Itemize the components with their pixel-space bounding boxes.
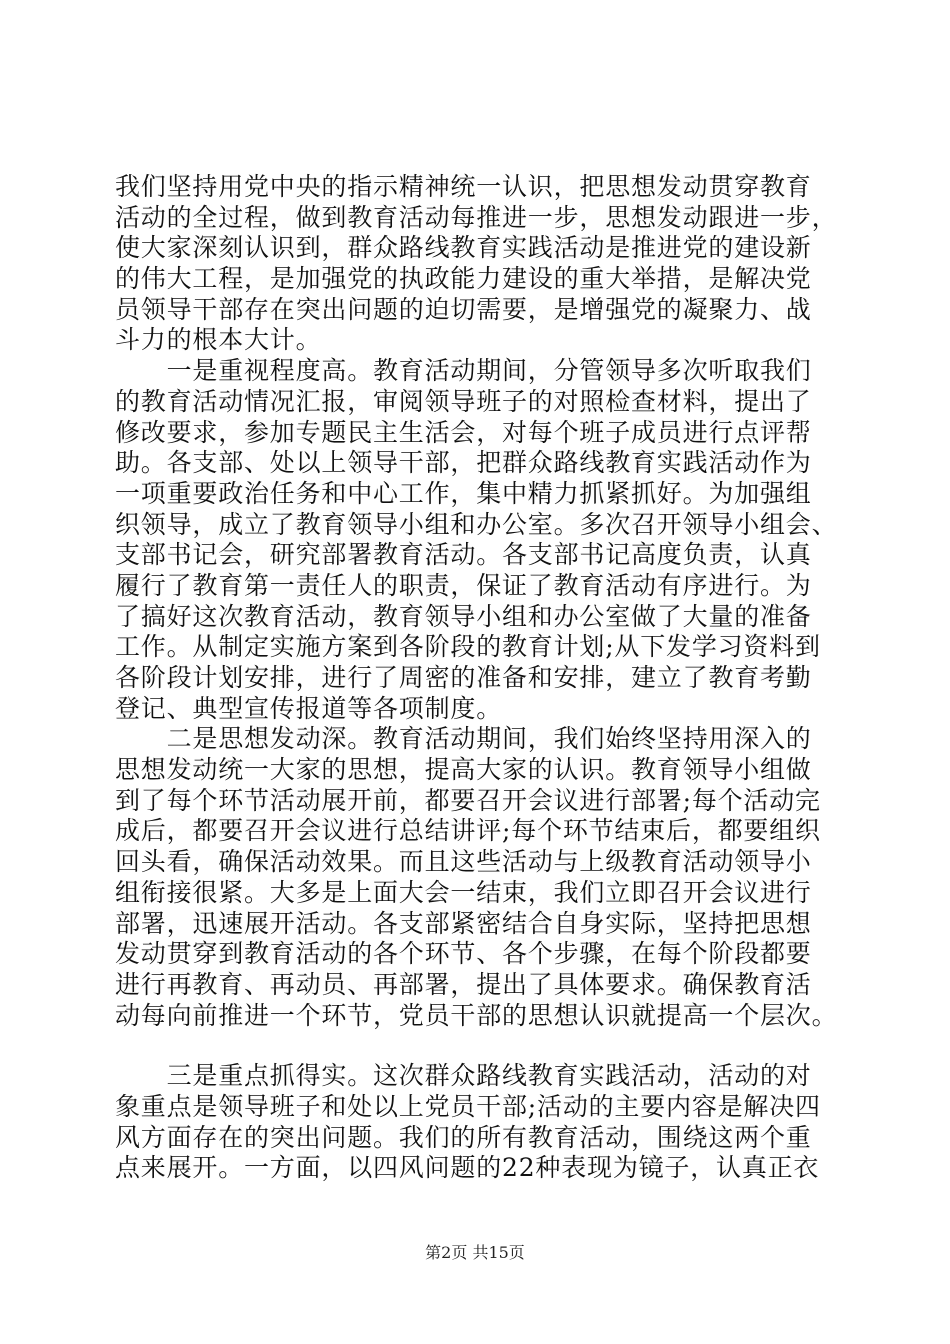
text-line: 一项重要政治任务和中心工作，集中精力抓紧抓好。为加强组 [115, 478, 812, 508]
page-number-footer: 第2页 共15页 [425, 1243, 525, 1262]
text-line: 部署，迅速展开活动。各支部紧密结合自身实际，坚持把思想 [115, 908, 812, 938]
text-line: 登记、典型宣传报道等各项制度。 [115, 693, 503, 723]
text-line: 的伟大工程，是加强党的执政能力建设的重大举措，是解决党 [115, 264, 812, 294]
text-line: 点来展开。一方面，以四风问题的22种表现为镜子，认真正衣 [115, 1153, 820, 1183]
text-line: 发动贯穿到教育活动的各个环节、各个步骤，在每个阶段都要 [115, 939, 812, 969]
text-line: 思想发动统一大家的思想，提高大家的认识。教育领导小组做 [115, 755, 812, 785]
text-line: 成后，都要召开会议进行总结讲评;每个环节结束后，都要组织 [115, 816, 821, 846]
text-line: 二是思想发动深。教育活动期间，我们始终坚持用深入的 [115, 724, 812, 754]
text-line: 斗力的根本大计。 [115, 325, 322, 355]
text-line: 了搞好这次教育活动，教育领导小组和办公室做了大量的准备 [115, 601, 812, 631]
text-line: 员领导干部存在突出问题的迫切需要，是增强党的凝聚力、战 [115, 294, 812, 324]
text-line: 履行了教育第一责任人的职责，保证了教育活动有序进行。为 [115, 570, 812, 600]
text-line: 风方面存在的突出问题。我们的所有教育活动，围绕这两个重 [115, 1122, 812, 1152]
text-line: 三是重点抓得实。这次群众路线教育实践活动，活动的对 [115, 1061, 812, 1091]
text-line: 我们坚持用党中央的指示精神统一认识，把思想发动贯穿教育 [115, 172, 812, 201]
text-line: 一是重视程度高。教育活动期间，分管领导多次听取我们 [115, 356, 812, 386]
text-line: 使大家深刻认识到，群众路线教育实践活动是推进党的建设新 [115, 233, 812, 263]
text-line: 工作。从制定实施方案到各阶段的教育计划;从下发学习资料到 [115, 632, 821, 662]
text-line: 活动的全过程，做到教育活动每推进一步，思想发动跟进一步， [115, 202, 838, 232]
text-line: 修改要求，参加专题民主生活会，对每个班子成员进行点评帮 [115, 417, 812, 447]
text-line: 进行再教育、再动员、再部署，提出了具体要求。确保教育活 [115, 969, 812, 999]
text-line: 各阶段计划安排，进行了周密的准备和安排，建立了教育考勤 [115, 663, 812, 692]
text-line: 支部书记会，研究部署教育活动。各支部书记高度负责，认真 [115, 540, 812, 570]
text-line: 组衔接很紧。大多是上面大会一结束，我们立即召开会议进行 [115, 877, 812, 907]
paragraph-gap [115, 1031, 855, 1061]
text-line: 的教育活动情况汇报，审阅领导班子的对照检查材料，提出了 [115, 386, 812, 416]
text-line: 动每向前推进一个环节，党员干部的思想认识就提高一个层次。 [115, 1000, 838, 1030]
text-line: 助。各支部、处以上领导干部，把群众路线教育实践活动作为 [115, 448, 812, 478]
text-line: 回头看，确保活动效果。而且这些活动与上级教育活动领导小 [115, 847, 812, 877]
text-line: 到了每个环节活动展开前，都要召开会议进行部署;每个活动完 [115, 785, 821, 815]
document-body [115, 172, 855, 1184]
text-line: 象重点是领导班子和处以上党员干部;活动的主要内容是解决四 [115, 1091, 821, 1121]
text-line: 织领导，成立了教育领导小组和办公室。多次召开领导小组会、 [115, 509, 838, 539]
